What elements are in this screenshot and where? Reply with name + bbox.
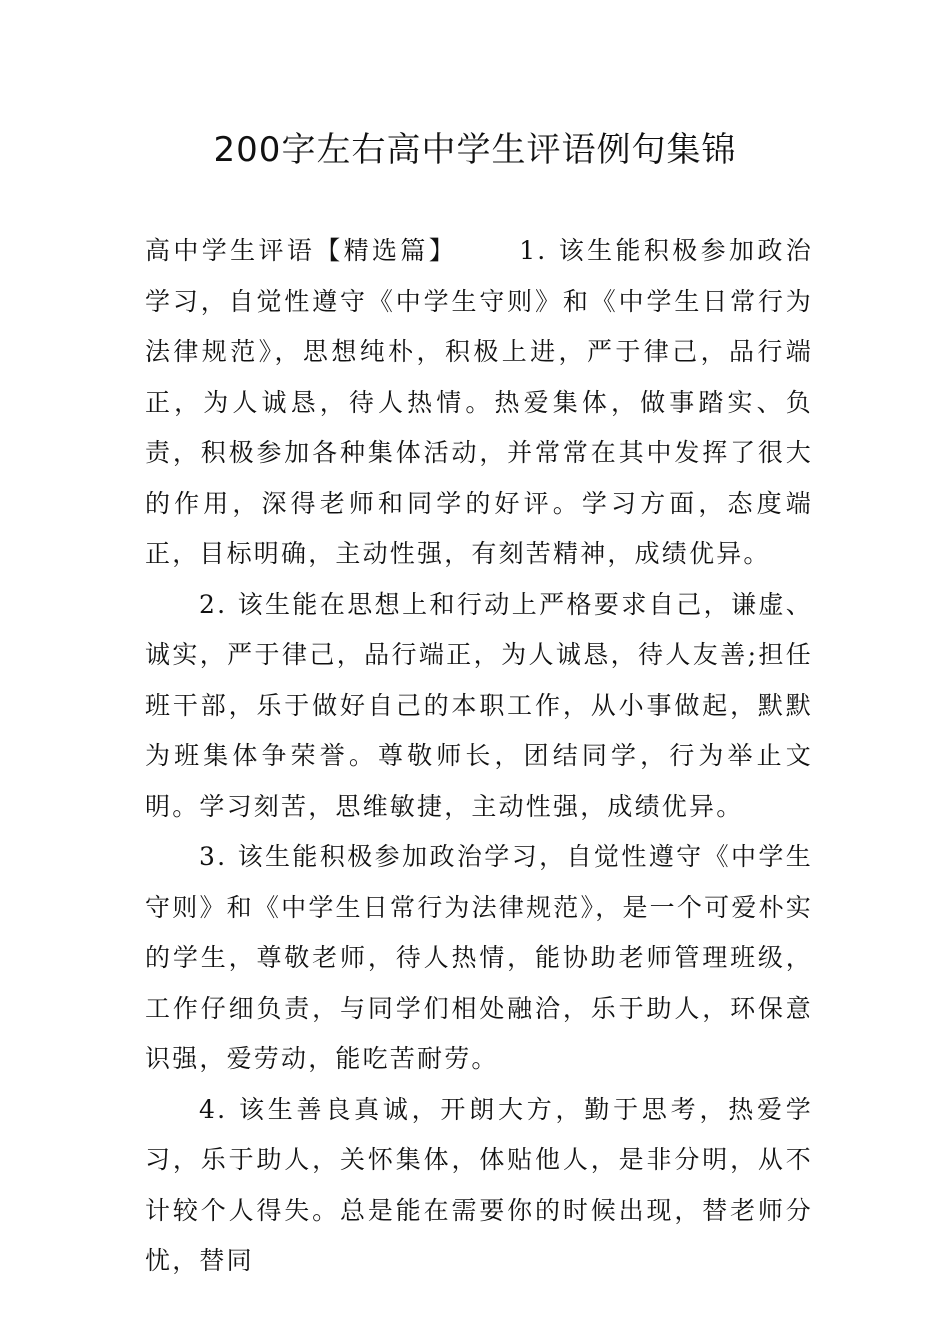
paragraph-2: 2. 该生能在思想上和行动上严格要求自己，谦虚、诚实，严于律己，品行端正，为人诚恳，待人友善;担任班干部，乐于做好自己的本职工作，从小事做起，默默为班集体争荣誉。尊敬师长，团结同学，行为举止文明。学习刻苦，思维敏捷，主动性强，成绩优异。 <box>145 589 813 821</box>
paragraph-3: 3. 该生能积极参加政治学习，自觉性遵守《中学生守则》和《中学生日常行为法律规范》，是一个可爱朴实的学生，尊敬老师，待人热情，能协助老师管理班级，工作仔细负责，与同学们相处融洽，乐于助人，环保意识强，爱劳动，能吃苦耐劳。 <box>145 842 813 1073</box>
paragraph-1-text: 1. 该生能积极参加政治学习，自觉性遵守《中学生守则》和《中学生日常行为法律规范》，思想纯朴，积极上进，严于律己，品行端正，为人诚恳，待人热情。热爱集体，做事踏实、负责，积极参加各种集体活动，并常常在其中发挥了很大的作用，深得老师和同学的好评。学习方面，态度端正，目标明确，主动性强，有刻苦精神，成绩优异。 <box>145 236 814 568</box>
document-body <box>145 226 813 1287</box>
section-label: 高中学生评语【精选篇】 <box>145 236 458 265</box>
paragraph-1 <box>145 226 813 580</box>
document-title: 200字左右高中学生评语例句集锦 <box>213 130 737 170</box>
paragraph-4: 4. 该生善良真诚，开朗大方，勤于思考，热爱学习，乐于助人，关怀集体，体贴他人，是非分明，从不计较个人得失。总是能在需要你的时候出现，替老师分忧，替同 <box>145 1094 813 1275</box>
